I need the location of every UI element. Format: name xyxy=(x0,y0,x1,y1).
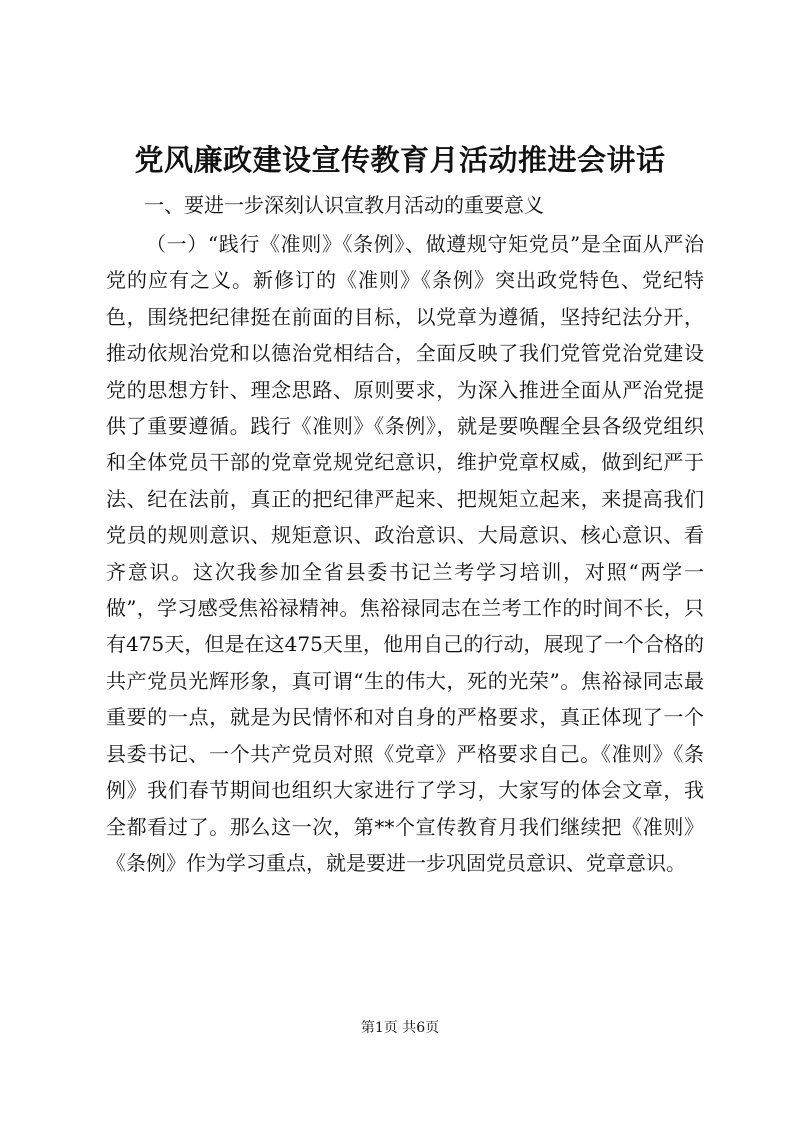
body-paragraph: （一）“践行《准则》《条例》、做遵规守矩党员”是全面从严治党的应有之义。新修订的《准则》《条例》突出政党特色、党纪特色，围绕把纪律挺在前面的目标，以党章为遵循，坚持纪法分开，推动依规治党和以德治党相结合，全面反映了我们党管党治党建设党的思想方针、理念思路、原则要求，为深入推进全面从严治党提供了重要遵循。践行《准则》《条例》，就是要唤醒全县各级党组织和全体党员干部的党章党规党纪意识，维护党章权威，做到纪严于法、纪在法前，真正的把纪律严起来、把规矩立起来，来提高我们党员的规则意识、规矩意识、政治意识、大局意识、核心意识、看齐意识。这次我参加全省县委书记兰考学习培训，对照“两学一做”，学习感受焦裕禄精神。焦裕禄同志在兰考工作的时间不长，只有475天，但是在这475天里，他用自己的行动，展现了一个合格的共产党员光辉形象，真可谓“生的伟大，死的光荣”。焦裕禄同志最重要的一点，就是为民情怀和对自身的严格要求，真正体现了一个县委书记、一个共产党员对照《党章》严格要求自己。《准则》《条例》我们春节期间也组织大家进行了学习，大家写的体会文章，我全都看过了。那么这一次，第**个宣传教育月我们继续把《准则》《条例》作为学习重点，就是要进一步巩固党员意识、党章意识。 xyxy=(106,232,704,875)
document-title: 党风廉政建设宣传教育月活动推进会讲话 xyxy=(134,143,666,177)
page-footer: 第1页 共6页 xyxy=(360,1020,440,1036)
section-heading: 一、要进一步深刻认识宣教月活动的重要意义 xyxy=(144,193,544,217)
